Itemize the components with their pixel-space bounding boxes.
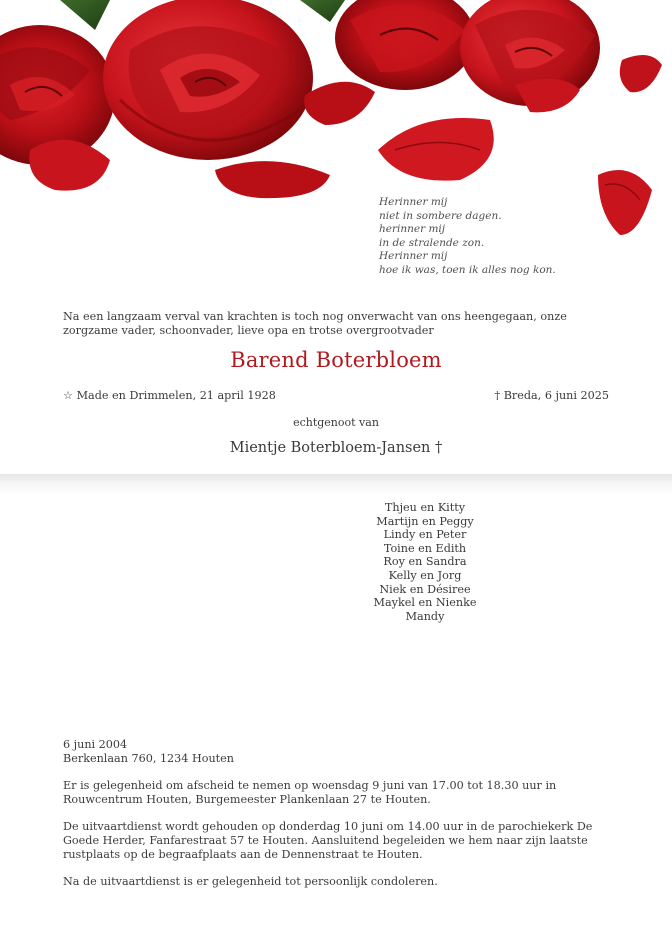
poem-line: herinner mij: [379, 223, 446, 236]
address-date: 6 juni 2004: [63, 738, 128, 751]
intro-text: Na een langzaam verval van krachten is toch nog onverwacht van ons heengegaan, onze zorgzame vader, schoonvader, lieve opa en trotse overgrootvader: [63, 310, 567, 337]
family-member: Lindy en Peter: [383, 528, 467, 542]
family-member: Toine en Edith: [383, 541, 467, 555]
service-paragraph: De uitvaartdienst wordt gehouden op donderdag 10 juni om 14.00 uur in de parochiekerk De Goede Herder, Fanfarestraat 57 te Houten. Aansluitend begeleiden we hem naar zijn laatste rustplaats op de begraafplaats aan de Dennenstraat te Houten.: [63, 820, 593, 861]
family-list: [345, 501, 505, 623]
poem-line: Herinner mij: [379, 250, 448, 263]
address-street: Berkenlaan 760, 1234 Houten: [63, 752, 234, 765]
star-icon: ☆: [63, 389, 74, 402]
poem: [379, 196, 556, 278]
cross-icon: †: [494, 389, 501, 402]
family-member: Niek en Désiree: [379, 582, 471, 596]
condolence-paragraph: Na de uitvaartdienst is er gelegenheid tot persoonlijk condoleren.: [63, 875, 438, 888]
correspondence-address: [63, 738, 615, 766]
poem-line: niet in sombere dagen.: [379, 209, 502, 222]
death-text: Breda, 6 juni 2025: [503, 389, 609, 402]
farewell-paragraph: Er is gelegenheid om afscheid te nemen op woensdag 9 juni van 17.00 tot 18.30 uur in Rouwcentrum Houten, Burgemeester Plankenlaan 27 te Houten.: [63, 779, 557, 806]
fold-shadow: [0, 474, 672, 496]
roses-illustration: [0, 0, 672, 240]
family-member: Maykel en Nienke: [373, 596, 477, 610]
deceased-name: Barend Boterbloem: [230, 348, 442, 372]
birth-text: Made en Drimmelen, 21 april 1928: [76, 389, 276, 402]
poem-line: Herinner mij: [379, 196, 448, 208]
poem-line: in de stralende zon.: [379, 236, 485, 249]
spouse-label: echtgenoot van: [293, 416, 379, 429]
death-info: [495, 389, 609, 402]
birth-info: [63, 389, 276, 402]
spouse-name-line: [0, 440, 672, 456]
family-member: Martijn en Peggy: [376, 514, 474, 528]
family-member: Mandy: [405, 609, 445, 623]
family-member: Thjeu en Kitty: [384, 501, 466, 514]
family-member: Roy en Sandra: [383, 555, 467, 569]
card-front-panel: [0, 0, 672, 474]
spouse-name: Mientje Boterbloem-Jansen: [229, 440, 431, 456]
family-member: Kelly en Jorg: [388, 568, 462, 582]
poem-line: hoe ik was, toen ik alles nog kon.: [379, 263, 556, 276]
cross-icon: †: [435, 440, 443, 456]
funeral-details: [63, 738, 615, 902]
